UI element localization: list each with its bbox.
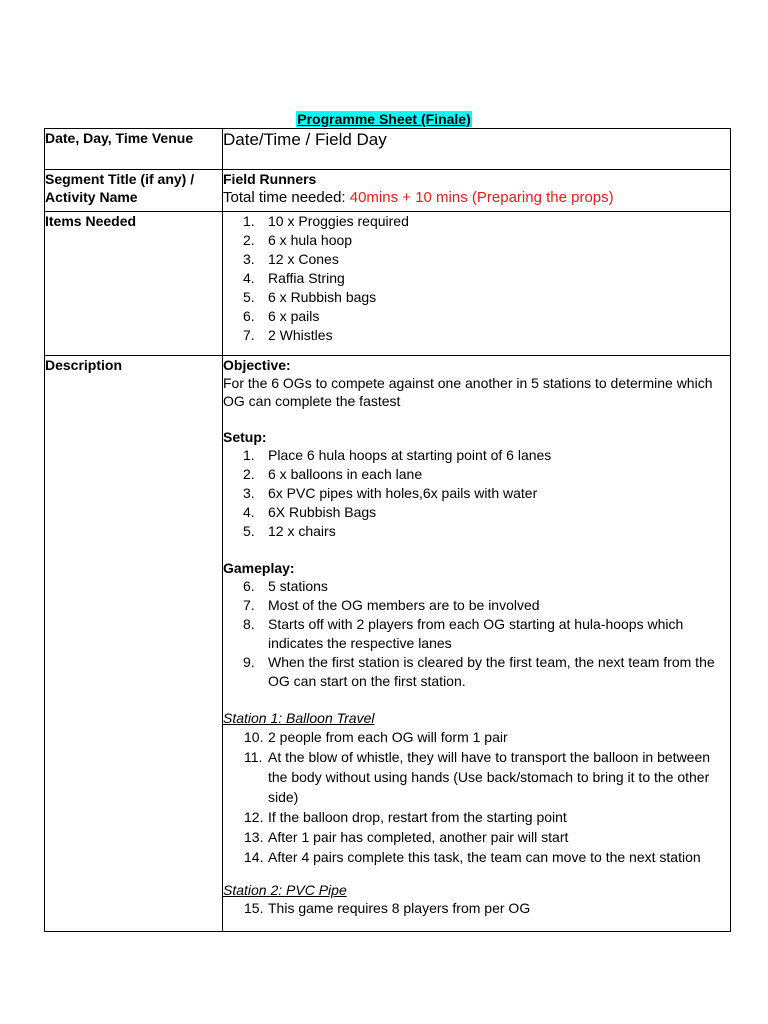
list-item xyxy=(223,446,730,465)
list-item xyxy=(223,727,730,747)
list-item-text: 6 x hula hoop xyxy=(268,232,353,248)
total-time-value: 40mins + 10 mins (Preparing the props) xyxy=(349,189,614,206)
list-item-text: 12 x Cones xyxy=(268,251,339,267)
list-item-text: 12 x chairs xyxy=(268,523,336,539)
list-item-number: 1. xyxy=(243,447,255,463)
list-item xyxy=(223,747,730,807)
list-item xyxy=(223,577,730,596)
setup-heading: Setup: xyxy=(223,429,267,445)
list-item-text: When the first station is cleared by the first team, the next team from the OG can start on the first station. xyxy=(268,654,715,689)
programme-table xyxy=(44,128,731,932)
list-item-number: 4. xyxy=(243,504,255,520)
list-item-text: 5 stations xyxy=(268,578,328,594)
label-segment: Segment Title (if any) / Activity Name xyxy=(45,170,223,212)
page-title-wrap xyxy=(0,111,768,129)
list-item-number: 3. xyxy=(243,485,255,501)
list-item-text: 6 x Rubbish bags xyxy=(268,289,377,305)
value-segment xyxy=(223,170,731,212)
objective-text: For the 6 OGs to compete against one another in 5 stations to determine which OG can complete the fastest xyxy=(223,375,713,409)
value-date xyxy=(223,129,731,170)
list-item-text: 6x PVC pipes with holes,6x pails with water xyxy=(268,485,538,501)
list-item-text: 10 x Proggies required xyxy=(268,213,409,229)
station2-list xyxy=(223,899,730,918)
list-item-number: 6. xyxy=(243,308,255,324)
list-item-number: 12. xyxy=(244,809,264,825)
row-date xyxy=(45,129,731,170)
station1-list xyxy=(223,727,730,867)
list-item-number: 1. xyxy=(243,213,255,229)
list-item-number: 2. xyxy=(243,466,255,482)
station1-heading: Station 1: Balloon Travel xyxy=(223,710,375,726)
row-description xyxy=(45,356,731,932)
station2-heading: Station 2: PVC Pipe xyxy=(223,882,347,898)
list-item xyxy=(223,596,730,615)
list-item-text: Starts off with 2 players from each OG starting at hula-hoops which indicates the respective lanes xyxy=(268,616,684,651)
list-item xyxy=(223,269,730,288)
spacer xyxy=(223,691,730,709)
list-item-text: 6X Rubbish Bags xyxy=(268,504,377,520)
label-items: Items Needed xyxy=(45,212,223,356)
list-item-text: 6 x balloons in each lane xyxy=(268,466,423,482)
list-item-number: 8. xyxy=(243,616,255,632)
list-item xyxy=(223,465,730,484)
list-item xyxy=(223,847,730,867)
date-value: Date/Time / Field Day xyxy=(223,130,387,149)
list-item-number: 2. xyxy=(243,232,255,248)
list-item-number: 15. xyxy=(244,900,264,916)
row-segment xyxy=(45,170,731,212)
list-item-text: 2 Whistles xyxy=(268,327,333,343)
list-item-text: Most of the OG members are to be involved xyxy=(268,597,540,613)
list-item xyxy=(223,522,730,541)
list-item xyxy=(223,807,730,827)
list-item-text: If the balloon drop, restart from the starting point xyxy=(268,809,567,825)
spacer xyxy=(223,867,730,881)
row-items xyxy=(45,212,731,356)
list-item xyxy=(223,250,730,269)
label-description: Description xyxy=(45,356,223,932)
total-time xyxy=(223,188,730,208)
list-item-number: 9. xyxy=(243,654,255,670)
total-time-prefix: Total time needed: xyxy=(223,189,350,206)
list-item-number: 7. xyxy=(243,327,255,343)
spacer xyxy=(223,541,730,559)
activity-name: Field Runners xyxy=(223,171,317,187)
list-item xyxy=(223,827,730,847)
list-item-text: 6 x pails xyxy=(268,308,320,324)
list-item-text: This game requires 8 players from per OG xyxy=(268,900,531,916)
value-items xyxy=(223,212,731,356)
list-item-text: Raffia String xyxy=(268,270,345,286)
list-item xyxy=(223,231,730,250)
list-item xyxy=(223,653,730,691)
page-title: Programme Sheet (Finale) xyxy=(297,111,471,127)
list-item-number: 5. xyxy=(243,289,255,305)
spacer xyxy=(223,410,730,428)
list-item-text: At the blow of whistle, they will have to transport the balloon in between the body without using hands (Use back/stomach to bring it to the other side) xyxy=(268,749,711,805)
list-item-number: 7. xyxy=(243,597,255,613)
list-item-text: After 1 pair has completed, another pair will start xyxy=(268,829,569,845)
list-item xyxy=(223,326,730,345)
list-item-text: Place 6 hula hoops at starting point of 6 lanes xyxy=(268,447,552,463)
list-item-number: 10. xyxy=(244,729,264,745)
value-description xyxy=(223,356,731,932)
list-item xyxy=(223,288,730,307)
list-item xyxy=(223,503,730,522)
list-item-number: 13. xyxy=(244,829,264,845)
list-item xyxy=(223,484,730,503)
list-item-number: 11. xyxy=(244,749,263,765)
list-item-text: 2 people from each OG will form 1 pair xyxy=(268,729,508,745)
list-item xyxy=(223,212,730,231)
gameplay-heading: Gameplay: xyxy=(223,560,295,576)
gameplay-list xyxy=(223,577,730,691)
list-item xyxy=(223,307,730,326)
setup-list xyxy=(223,446,730,541)
list-item-number: 6. xyxy=(243,578,255,594)
list-item-number: 5. xyxy=(243,523,255,539)
list-item-text: After 4 pairs complete this task, the team can move to the next station xyxy=(268,849,701,865)
label-date: Date, Day, Time Venue xyxy=(45,129,223,170)
items-list xyxy=(223,212,730,345)
list-item-number: 14. xyxy=(244,849,264,865)
list-item-number: 3. xyxy=(243,251,255,267)
list-item-number: 4. xyxy=(243,270,255,286)
list-item xyxy=(223,899,730,918)
list-item xyxy=(223,615,730,653)
objective-heading: Objective: xyxy=(223,357,291,373)
